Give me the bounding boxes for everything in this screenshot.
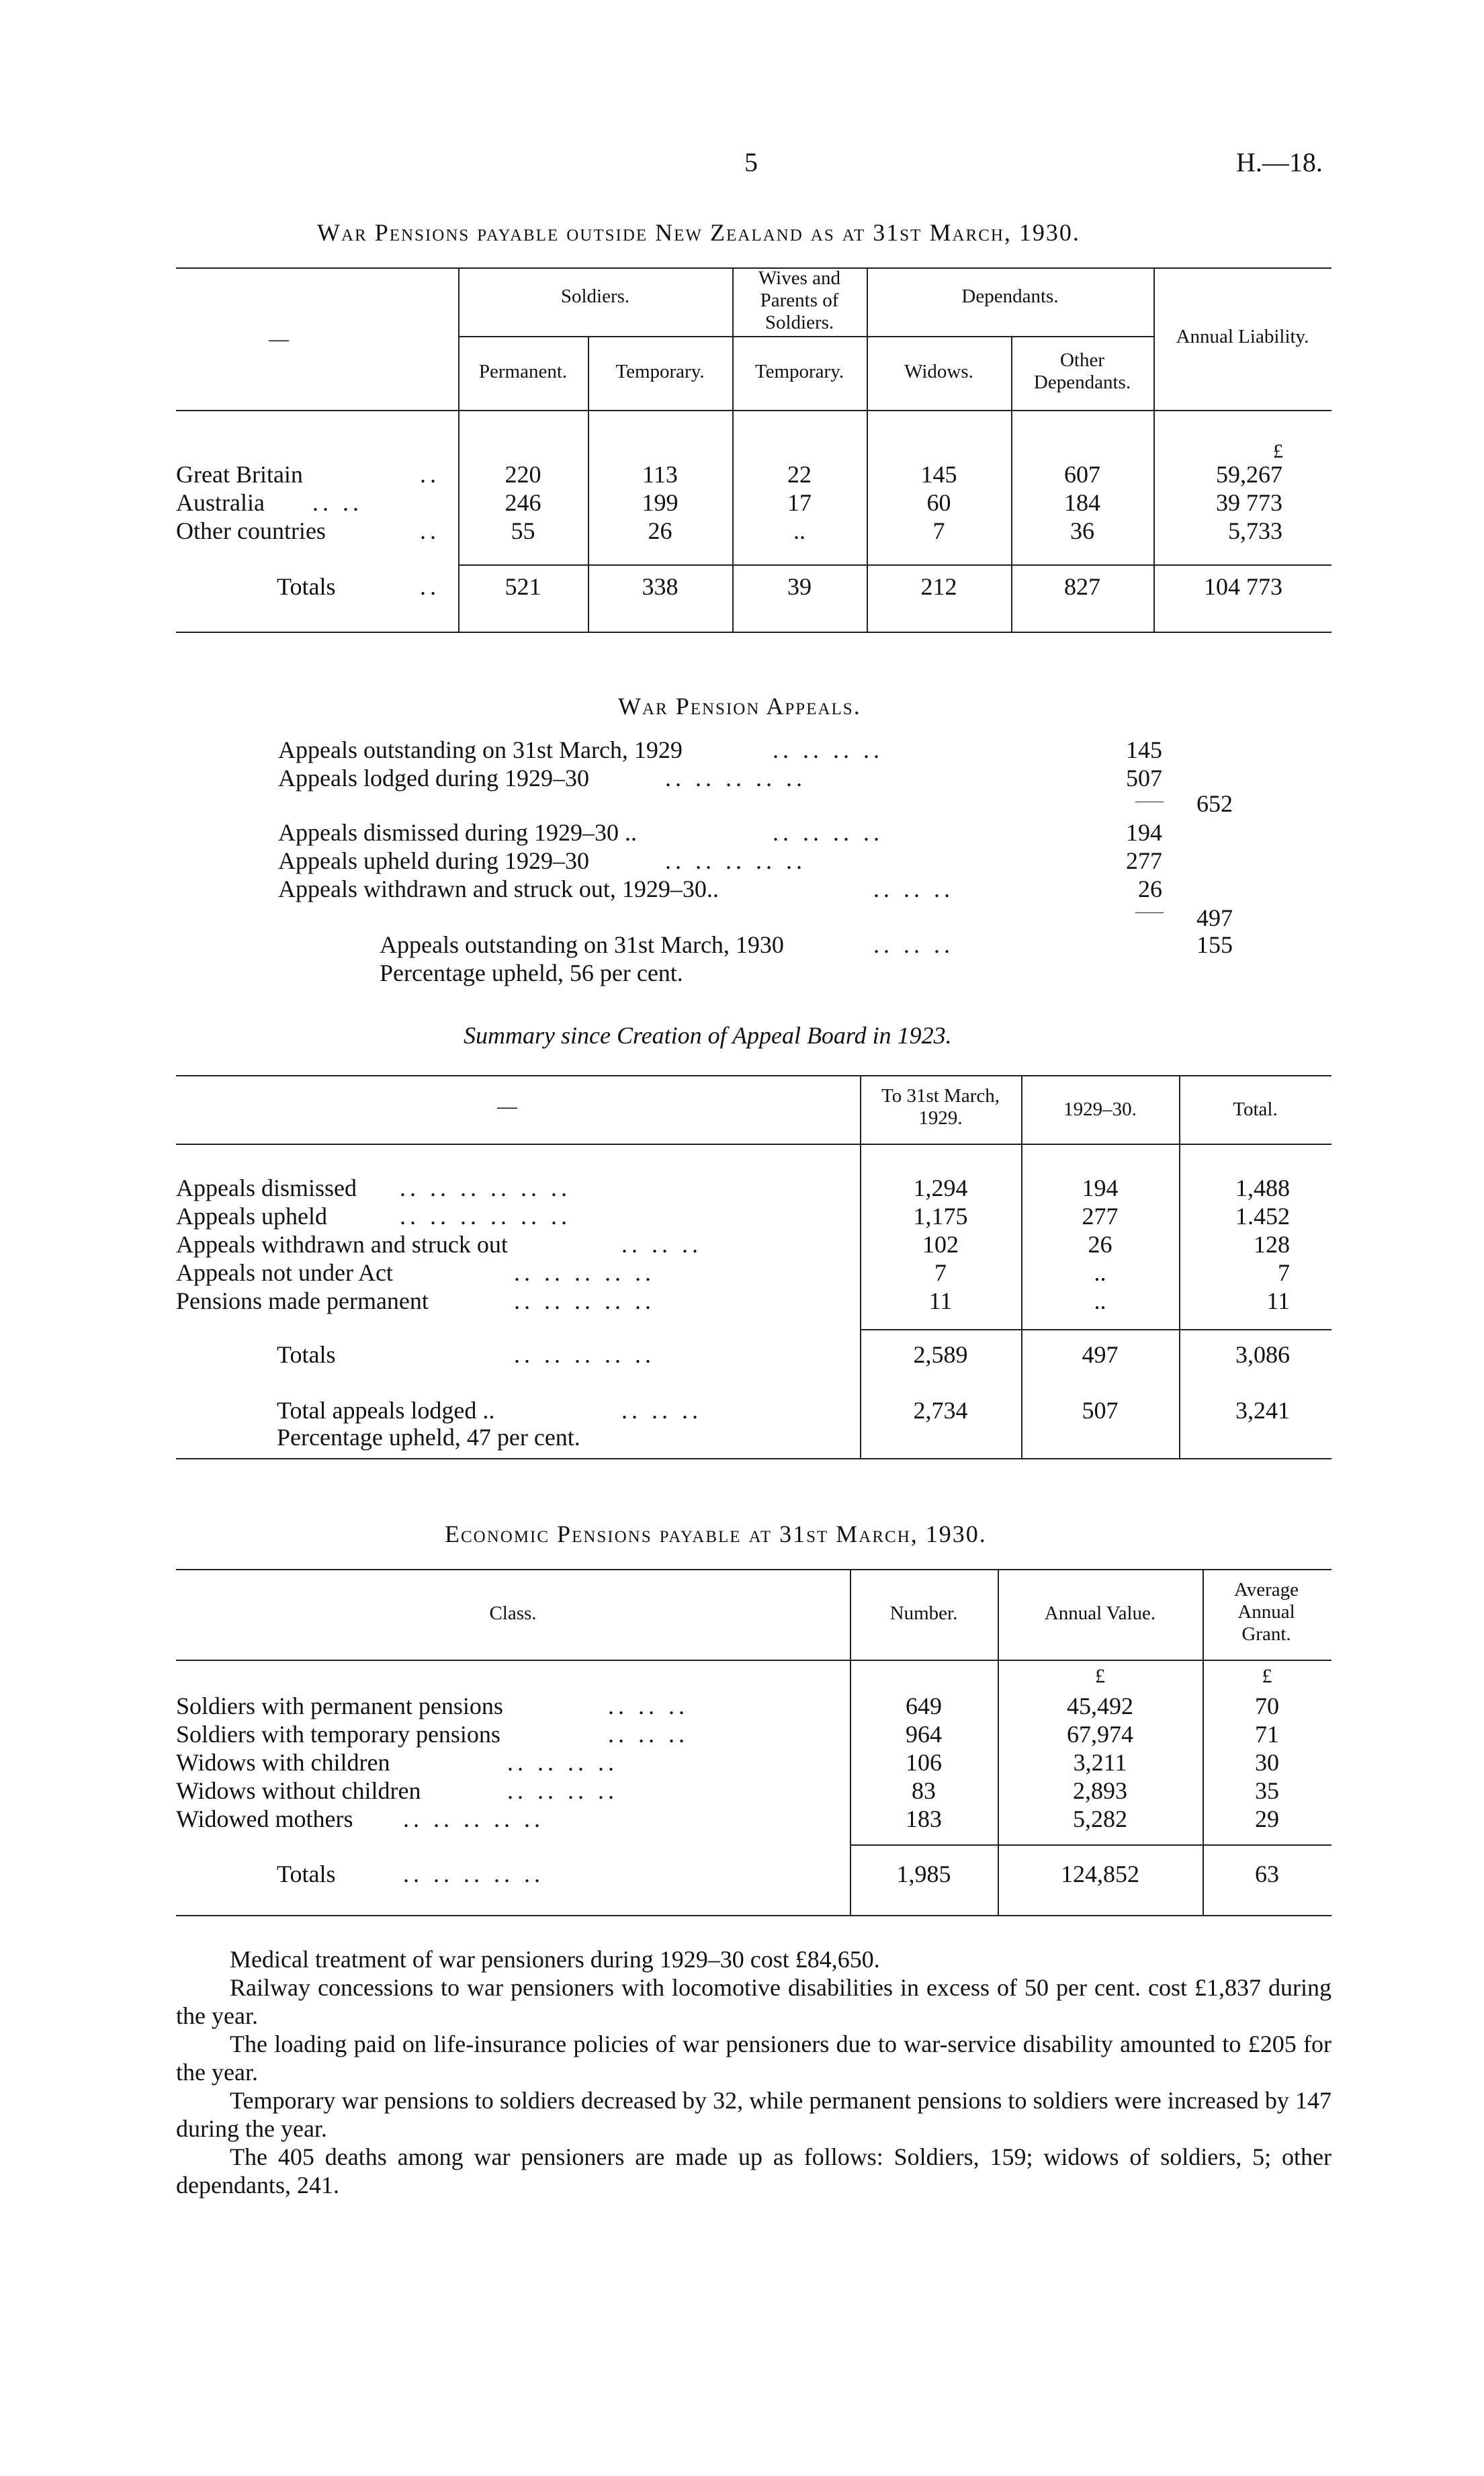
col-number: Number.	[889, 1603, 958, 1624]
note-paragraph: Medical treatment of war pensioners during 1929–30 cost £84,650.	[230, 1946, 880, 1973]
col-total: Total.	[1233, 1099, 1278, 1120]
col-annual-value: Annual Value.	[1044, 1603, 1156, 1624]
currency-symbol: £	[1095, 1665, 1105, 1687]
page-number: 5	[744, 147, 758, 177]
col-temporary-wives: Temporary.	[754, 361, 844, 382]
col-dash: —	[269, 328, 289, 350]
col-permanent: Permanent.	[478, 361, 568, 382]
currency-symbol: £	[1262, 1665, 1272, 1687]
summary-title: Summary since Creation of Appeal Board in 1923.	[464, 1022, 952, 1049]
col-average-grant: Average Annual Grant.	[1233, 1579, 1299, 1645]
col-annual-liability: Annual Liability.	[1176, 326, 1309, 347]
currency-symbol: £	[1273, 440, 1283, 462]
note-paragraph: Temporary war pensions to soldiers decreased by 32, while permanent pensions to soldiers were increased by 147 during the year.	[176, 2087, 1332, 2142]
appeals-title: War Pension Appeals.	[618, 693, 861, 720]
notes	[176, 1945, 1332, 2199]
note-paragraph: The 405 deaths among war pensioners are made up as follows: Soldiers, 159; widows of soldiers, 5; other dependants, 241.	[176, 2143, 1332, 2198]
outstanding-dots: .. .. ..	[873, 931, 954, 958]
economic-title: Economic Pensions payable at 31st March, 1930.	[445, 1521, 987, 1547]
war-pensions-title: War Pensions payable outside New Zealand as at 31st March, 1930.	[317, 219, 1080, 246]
col-to-1929: To 31st March, 1929.	[881, 1085, 1000, 1129]
col-other-dependants: Other Dependants.	[1033, 349, 1131, 393]
group-wives-parents: Wives and Parents of Soldiers.	[758, 267, 841, 333]
note-paragraph: Railway concessions to war pensioners with locomotive disabilities in excess of 50 per cent. cost £1,837 during the year.	[176, 1974, 1332, 2029]
col-class: Class.	[489, 1603, 537, 1624]
group-soldiers: Soldiers.	[560, 286, 630, 307]
subtotal-disposed: 497	[1196, 904, 1233, 931]
col-dash: —	[497, 1095, 517, 1117]
summary-percentage: Percentage upheld, 47 per cent.	[277, 1424, 580, 1451]
col-temporary: Temporary.	[615, 361, 705, 382]
col-widows: Widows.	[904, 361, 973, 382]
outstanding-label: Appeals outstanding on 31st March, 1930	[380, 931, 784, 958]
group-dependants: Dependants.	[961, 286, 1059, 307]
col-1929-30: 1929–30.	[1063, 1099, 1137, 1120]
subtotal-received: 652	[1196, 790, 1233, 817]
appeals-percentage: Percentage upheld, 56 per cent.	[380, 959, 683, 986]
outstanding-value: 155	[1196, 931, 1233, 958]
note-paragraph: The loading paid on life-insurance policies of war pensioners due to war-service disability amounted to £205 for the year.	[176, 2031, 1332, 2086]
document-reference: H.—18.	[1236, 147, 1323, 177]
